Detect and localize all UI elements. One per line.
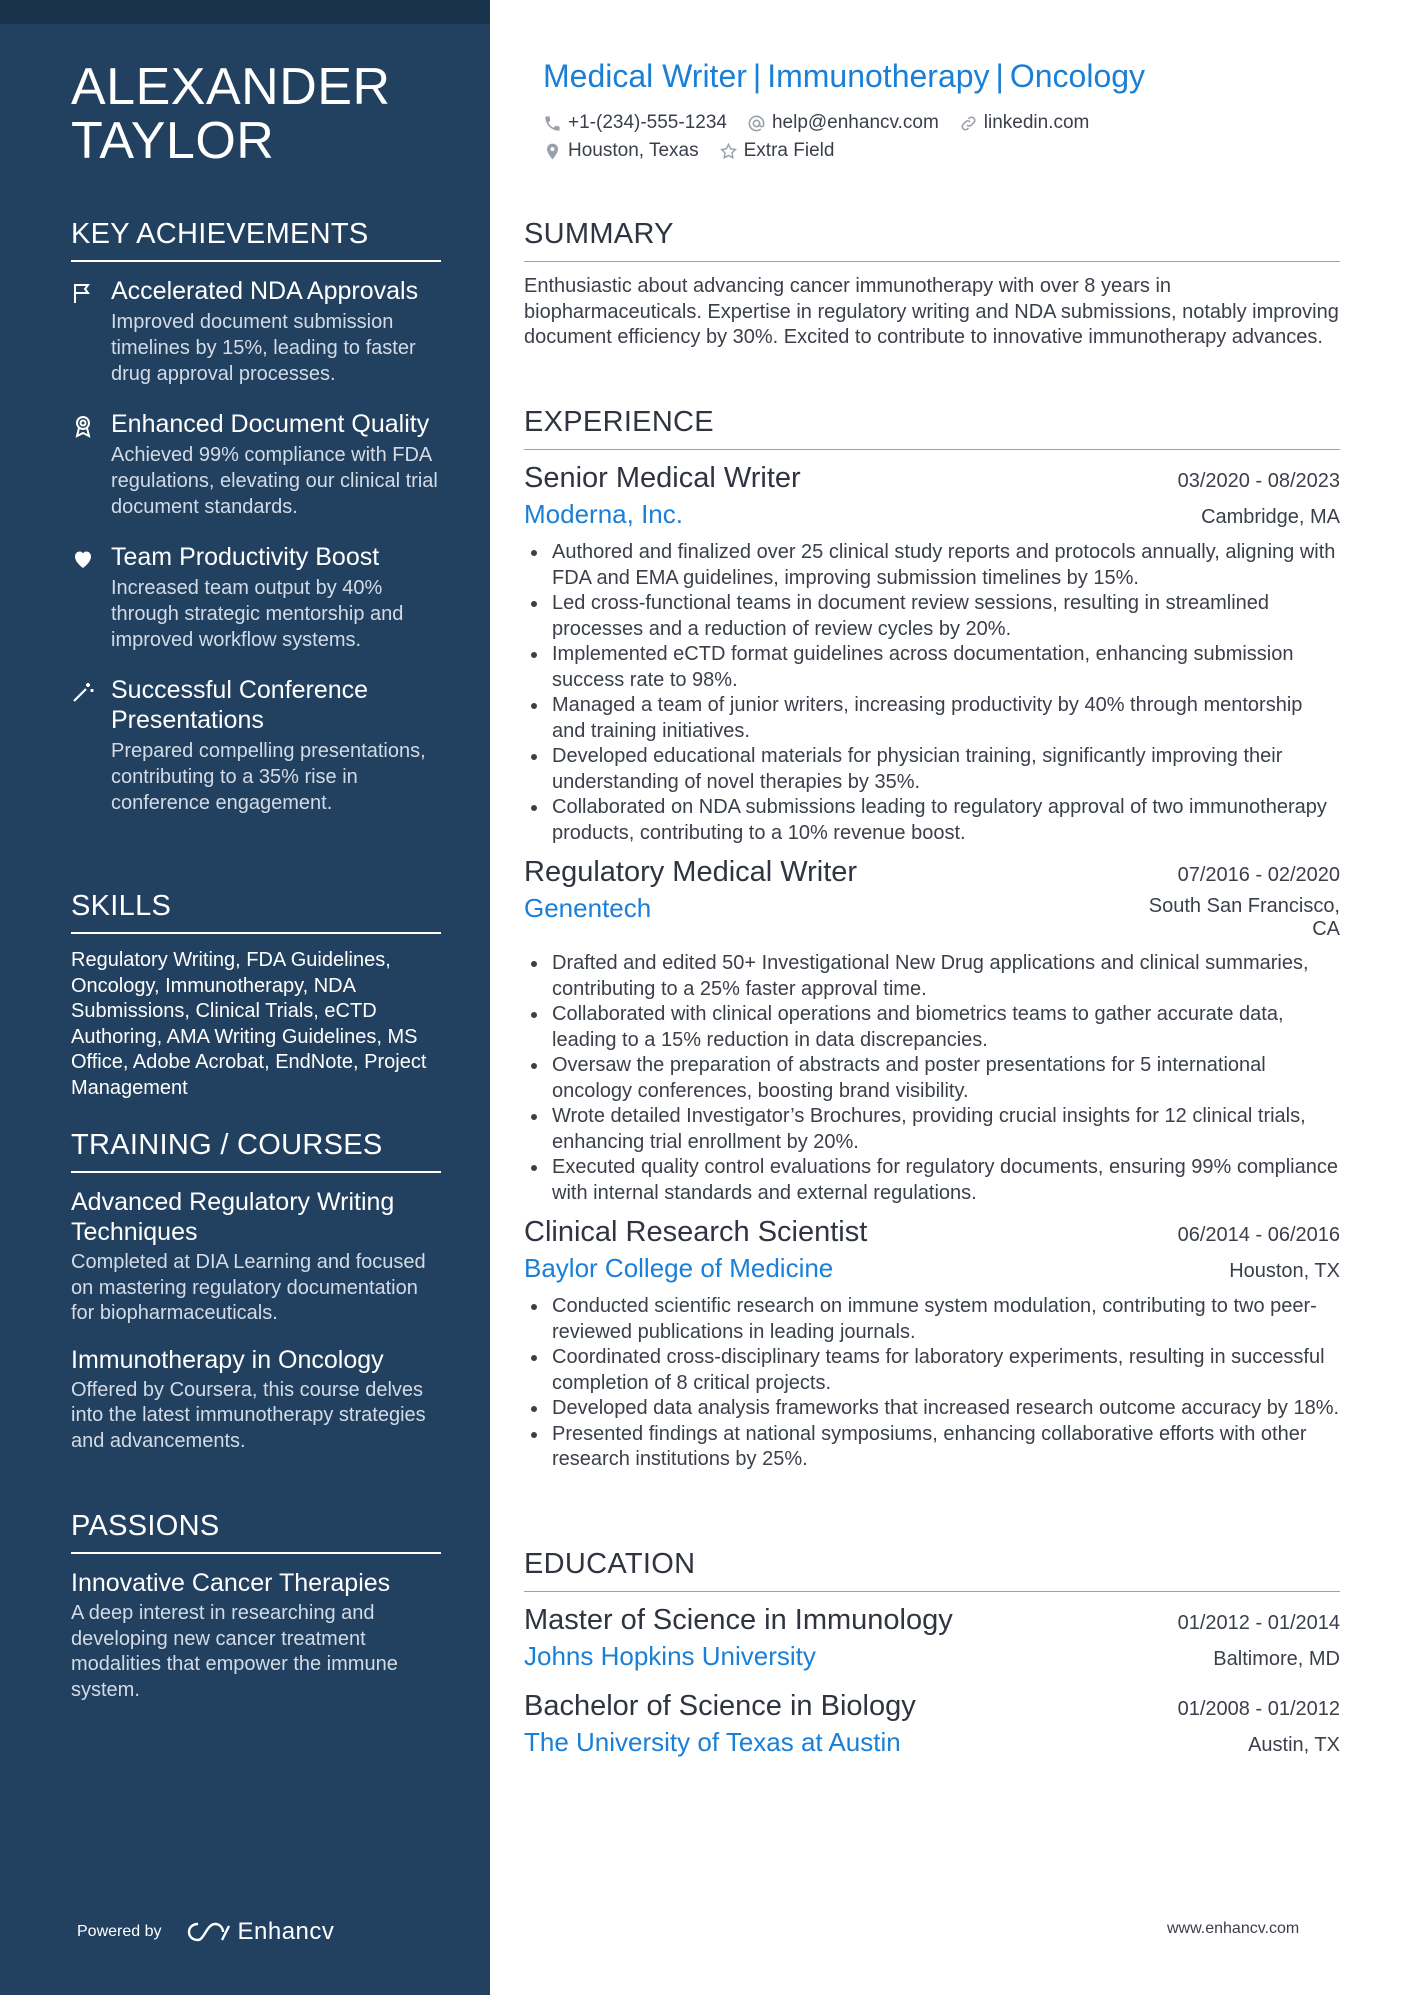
achievement-desc: Achieved 99% compliance with FDA regulations, elevating our clinical trial document standards.: [111, 444, 438, 518]
job-dates: 03/2020 - 08/2023: [1177, 470, 1340, 492]
job-bullets: [524, 951, 1340, 1206]
passions-section: [71, 1510, 441, 1721]
heart-icon: [71, 542, 111, 653]
skills-section: [71, 890, 441, 1101]
job-entry: [524, 462, 1340, 846]
headline-field: Oncology: [1009, 58, 1146, 94]
education-section: [524, 1548, 1340, 1776]
achievement-item: [71, 675, 441, 816]
job-bullet: Developed data analysis frameworks that increased research outcome accuracy by 18%.: [524, 1396, 1340, 1422]
job-bullet: Led cross-functional teams in document review sessions, resulting in streamlined processes and a reduction of review cycles by 20%.: [524, 591, 1340, 642]
job-location: Houston, TX: [1229, 1260, 1340, 1282]
job-bullets: [524, 1294, 1340, 1473]
location-text: Houston, Texas: [568, 140, 699, 161]
passion-desc: A deep interest in researching and developing new cancer treatment modalities that empower the immune system.: [71, 1602, 398, 1701]
course-desc: Completed at DIA Learning and focused on mastering regulatory documentation for biopharmaceuticals.: [71, 1251, 426, 1324]
job-entry: [524, 856, 1340, 1206]
star-icon: [719, 142, 738, 161]
key-achievements-section: [71, 218, 441, 838]
job-company: Baylor College of Medicine: [524, 1253, 834, 1283]
achievement-item: [71, 276, 441, 387]
achievement-desc: Prepared compelling presentations, contributing to a 35% rise in conference engagement.: [111, 740, 426, 814]
extra-text: Extra Field: [743, 140, 835, 161]
enhancv-logo[interactable]: [186, 1918, 335, 1946]
achievement-title: Accelerated NDA Approvals: [111, 277, 419, 305]
achievement-title: Successful Conference Presentations: [111, 676, 369, 734]
contact-location: [543, 140, 699, 162]
headline: [543, 58, 1145, 95]
achievement-item: [71, 409, 441, 520]
degree-title: Bachelor of Science in Biology: [524, 1690, 916, 1722]
job-bullet: Oversaw the preparation of abstracts and poster presentations for 5 international oncology conferences, boosting brand visibility.: [524, 1053, 1340, 1104]
headline-specialty: Immunotherapy: [767, 58, 990, 94]
achievement-title: Enhanced Document Quality: [111, 410, 430, 438]
job-bullet: Conducted scientific research on immune system modulation, contributing to two peer-reviewed publications in leading journals.: [524, 1294, 1340, 1345]
job-bullet: Presented findings at national symposiums, enhancing collaborative efforts with other research institutions by 25%.: [524, 1422, 1340, 1473]
education-dates: 01/2008 - 01/2012: [1177, 1698, 1340, 1720]
education-dates: 01/2012 - 01/2014: [1177, 1612, 1340, 1634]
job-bullet: Implemented eCTD format guidelines across documentation, enhancing submission success rate to 98%.: [524, 642, 1340, 693]
job-company: Moderna, Inc.: [524, 499, 683, 529]
passion-item: [71, 1568, 441, 1703]
achievement-title: Team Productivity Boost: [111, 543, 380, 571]
job-dates: 07/2016 - 02/2020: [1177, 864, 1340, 886]
degree-title: Master of Science in Immunology: [524, 1604, 953, 1636]
school-name: Johns Hopkins University: [524, 1641, 816, 1671]
training-title: TRAINING / COURSES: [71, 1129, 441, 1173]
job-bullet: Authored and finalized over 25 clinical study reports and protocols annually, aligning with FDA and EMA guidelines, improving submission timelines by 15%.: [524, 540, 1340, 591]
at-icon: [747, 114, 766, 133]
first-name: ALEXANDER: [71, 58, 391, 116]
footer-url[interactable]: www.enhancv.com: [1167, 1920, 1300, 1937]
course-item: [71, 1345, 441, 1455]
pin-icon: [543, 142, 562, 161]
education-title: EDUCATION: [524, 1548, 1340, 1592]
passion-title: Innovative Cancer Therapies: [71, 1569, 391, 1597]
contact-phone[interactable]: [543, 112, 727, 134]
contact-info: [543, 112, 1343, 168]
wand-icon: [71, 675, 111, 816]
job-entry: [524, 1216, 1340, 1473]
enhancv-brand-text: Enhancv: [237, 1918, 335, 1945]
link-icon: [959, 114, 978, 133]
headline-separator: |: [752, 58, 762, 94]
school-name: The University of Texas at Austin: [524, 1727, 901, 1757]
training-section: [71, 1129, 441, 1472]
experience-title: EXPERIENCE: [524, 406, 1340, 450]
job-title: Clinical Research Scientist: [524, 1216, 868, 1248]
award-icon: [71, 409, 111, 520]
passions-title: PASSIONS: [71, 1510, 441, 1554]
achievement-desc: Increased team output by 40% through strategic mentorship and improved workflow systems.: [111, 577, 404, 651]
job-title: Regulatory Medical Writer: [524, 856, 858, 888]
headline-role: Medical Writer: [543, 58, 747, 94]
job-bullet: Collaborated with clinical operations and biometrics teams to gather accurate data, leading to a 15% reduction in data discrepancies.: [524, 1002, 1340, 1053]
key-achievements-title: KEY ACHIEVEMENTS: [71, 218, 441, 262]
skills-list: Regulatory Writing, FDA Guidelines, Oncology, Immunotherapy, NDA Submissions, Clinical Trials, eCTD Authoring, AMA Writing Guidelines, MS Office, Adobe Acrobat, EndNote, Project Management: [71, 949, 427, 1099]
school-location: Austin, TX: [1248, 1734, 1340, 1756]
powered-by-label: Powered by: [77, 1923, 162, 1940]
phone-text: +1-(234)-555-1234: [568, 112, 727, 133]
job-company: Genentech: [524, 893, 652, 923]
summary-title: SUMMARY: [524, 218, 1340, 262]
course-title: Advanced Regulatory Writing Techniques: [71, 1188, 395, 1246]
job-bullet: Executed quality control evaluations for regulatory documents, ensuring 99% compliance with internal standards and external regulations.: [524, 1155, 1340, 1206]
flag-icon: [71, 276, 111, 387]
contact-website[interactable]: [959, 112, 1090, 134]
education-entry: [524, 1690, 1340, 1758]
job-title: Senior Medical Writer: [524, 462, 801, 494]
last-name: TAYLOR: [71, 112, 275, 170]
job-location: South San Francisco, CA: [1148, 895, 1340, 940]
skills-title: SKILLS: [71, 890, 441, 934]
job-bullet: Developed educational materials for physician training, significantly improving their understanding of novel therapies by 35%.: [524, 744, 1340, 795]
experience-section: [524, 406, 1340, 1483]
achievement-desc: Improved document submission timelines by 15%, leading to faster drug approval processes.: [111, 311, 416, 385]
phone-icon: [543, 114, 562, 133]
job-dates: 06/2014 - 06/2016: [1177, 1224, 1340, 1246]
job-bullet: Wrote detailed Investigator’s Brochures, providing crucial insights for 12 clinical trials, enhancing trial enrollment by 20%.: [524, 1104, 1340, 1155]
summary-section: [524, 218, 1340, 351]
job-location: Cambridge, MA: [1201, 506, 1340, 528]
job-bullets: [524, 540, 1340, 846]
school-location: Baltimore, MD: [1213, 1648, 1340, 1670]
job-bullet: Collaborated on NDA submissions leading to regulatory approval of two immunotherapy products, contributing to a 10% revenue boost.: [524, 795, 1340, 846]
enhancv-logo-icon: [186, 1920, 232, 1944]
achievement-item: [71, 542, 441, 653]
contact-email[interactable]: [747, 112, 939, 134]
education-entry: [524, 1604, 1340, 1672]
course-desc: Offered by Coursera, this course delves into the latest immunotherapy strategies and advancements.: [71, 1378, 426, 1452]
powered-by: [77, 1918, 334, 1946]
email-text: help@enhancv.com: [771, 112, 939, 133]
contact-extra: [719, 140, 835, 162]
sidebar: [0, 0, 490, 1995]
sidebar-top-strip: [0, 0, 490, 24]
website-text: linkedin.com: [983, 112, 1090, 133]
course-title: Immunotherapy in Oncology: [71, 1345, 384, 1374]
person-name: [71, 60, 471, 168]
headline-separator: |: [995, 58, 1004, 94]
summary-text: Enthusiastic about advancing cancer immunotherapy with over 8 years in biopharmaceuticals. Expertise in regulatory writing and NDA submissions, notably improving document efficiency by 30%. Excited to contribute to innovative immunotherapy advances.: [524, 275, 1339, 348]
job-bullet: Drafted and edited 50+ Investigational New Drug applications and clinical summaries, contributing to a 25% faster approval time.: [524, 951, 1340, 1002]
job-bullet: Coordinated cross-disciplinary teams for laboratory experiments, resulting in successful completion of 8 critical projects.: [524, 1345, 1340, 1396]
course-item: [71, 1187, 441, 1327]
job-bullet: Managed a team of junior writers, increasing productivity by 40% through mentorship and training initiatives.: [524, 693, 1340, 744]
